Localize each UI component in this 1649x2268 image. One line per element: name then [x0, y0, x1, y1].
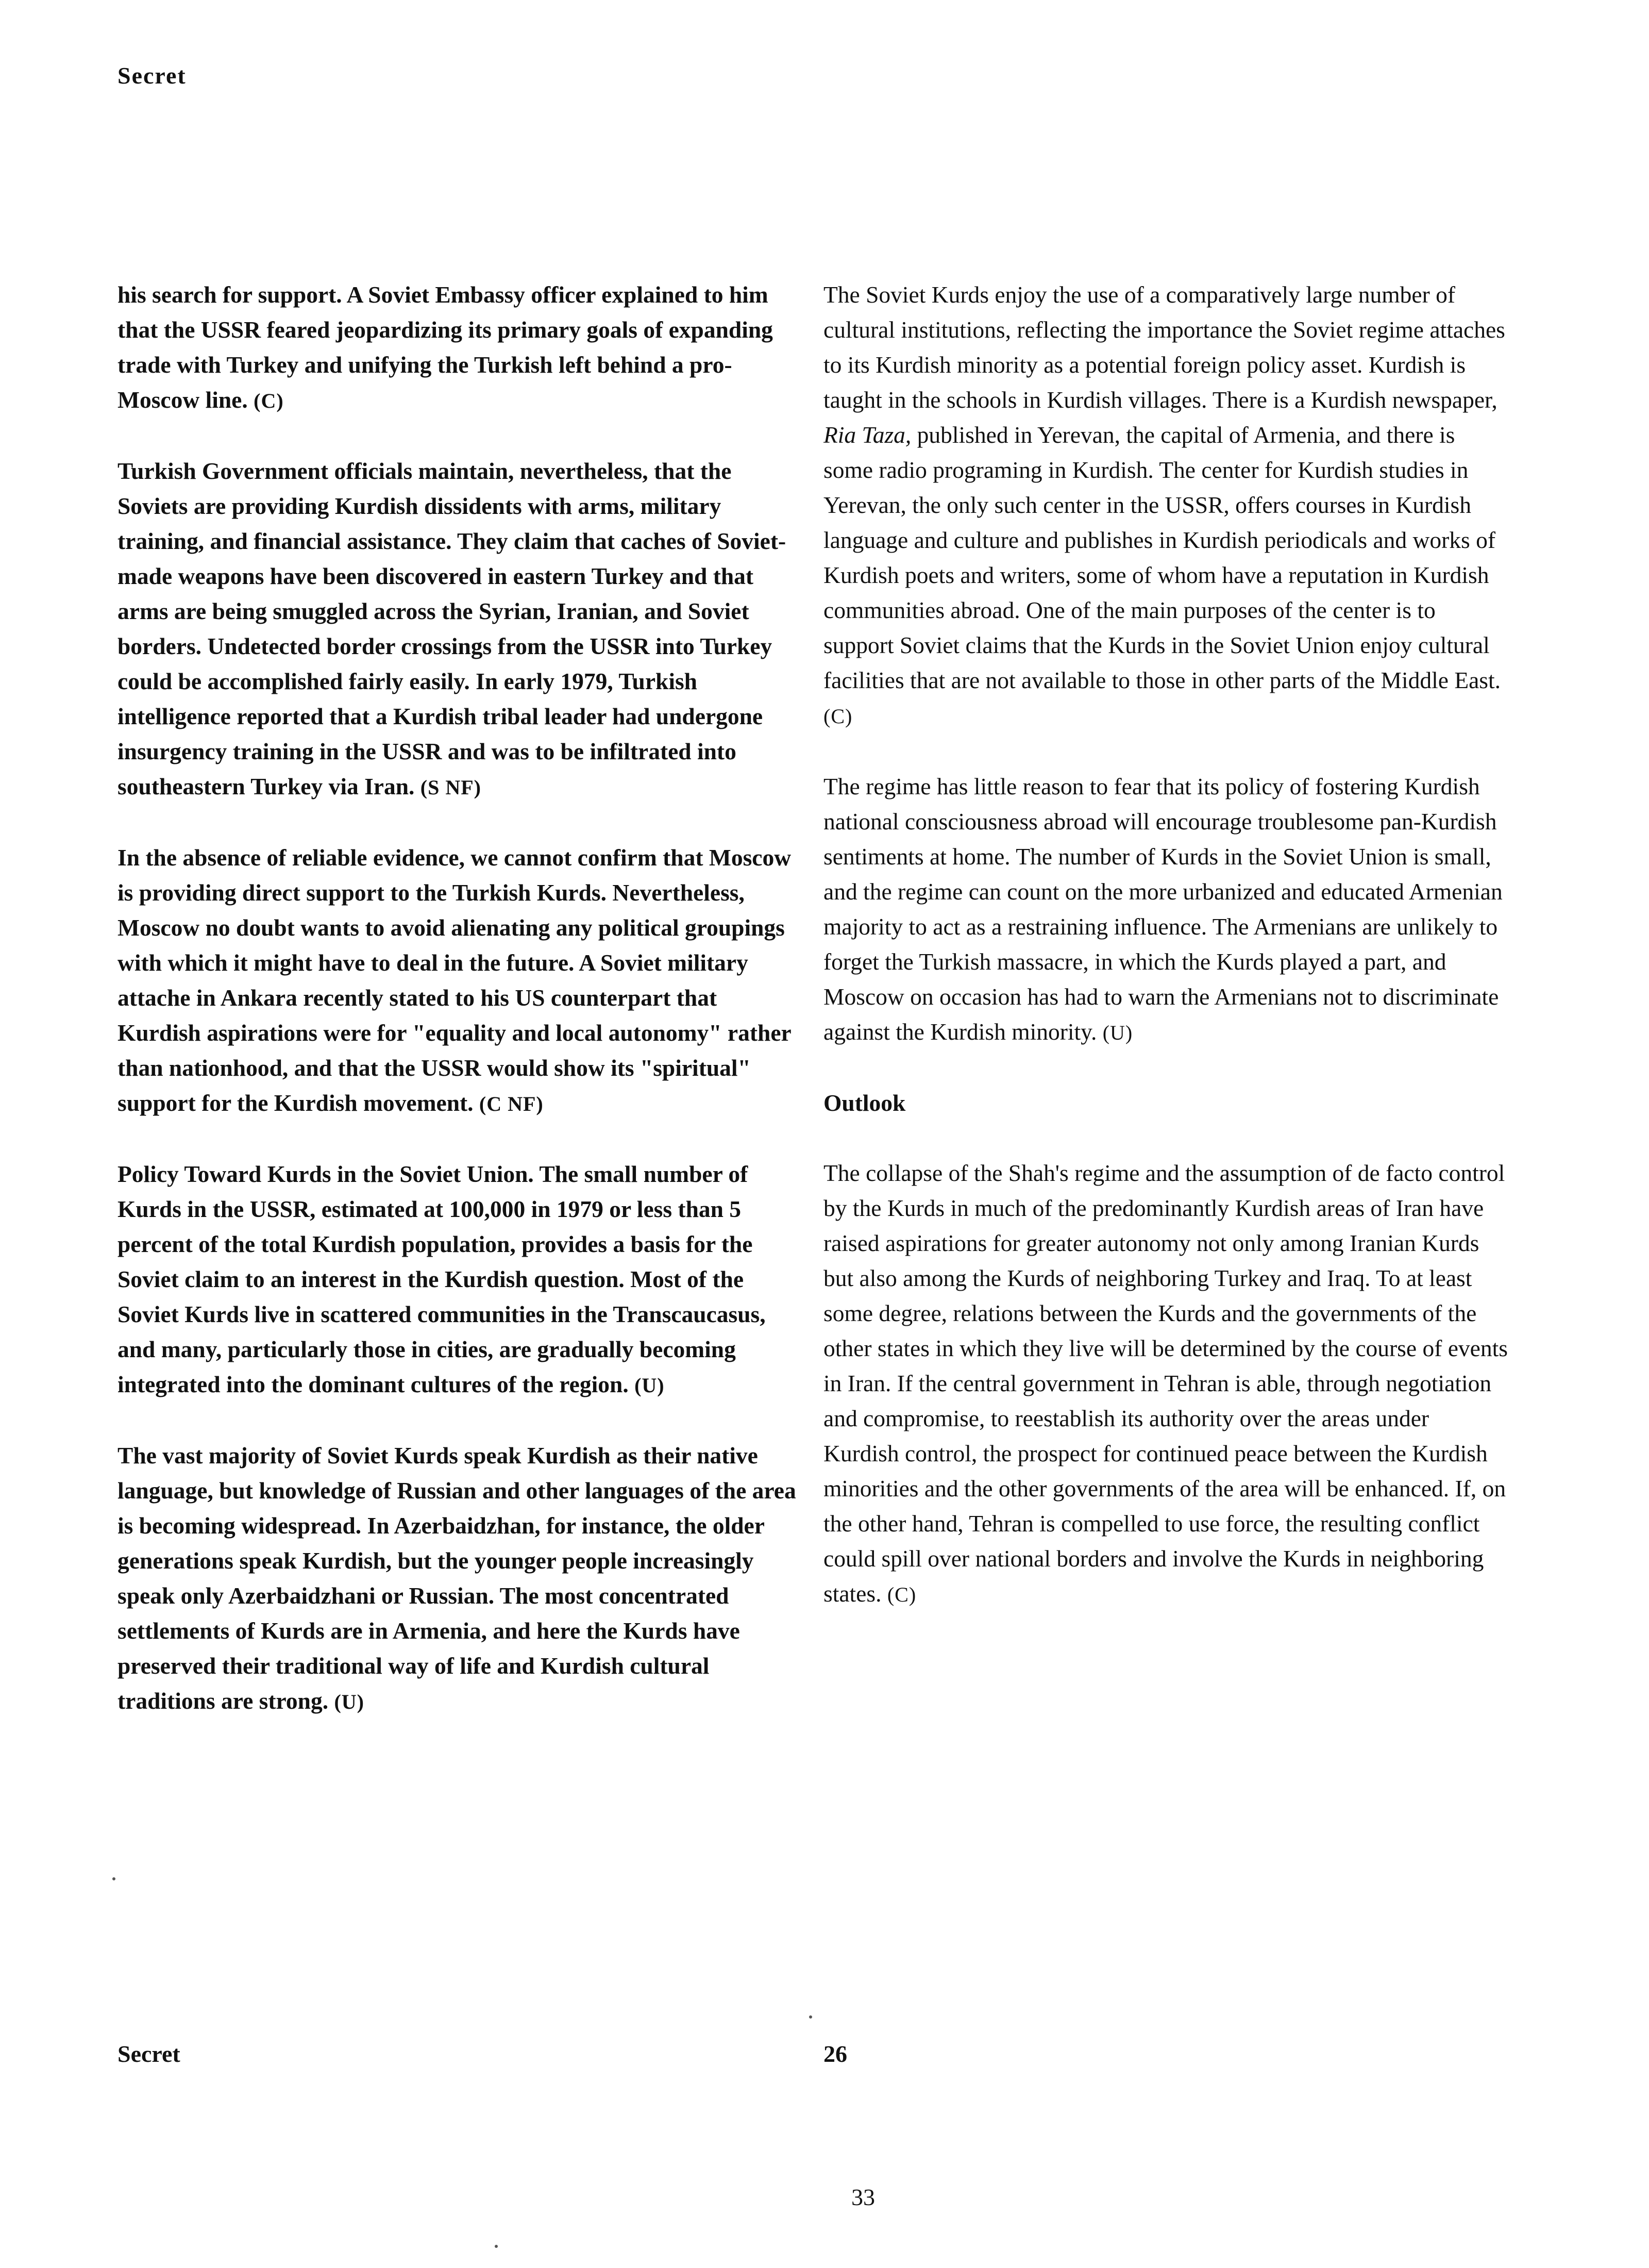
paragraph-text: The regime has little reason to fear that its policy of fostering Kurdish national consciousness abroad will encourage troublesome pan-Kurdish sentiments at home. The number of Kurds in the Soviet Union is small, and the regime can count on the more urbanized and educated Armenian majority to act as a restraining influence. The Armenians are unlikely to forget the Turkish massacre, in which the Kurds played a part, and Moscow on occasion has had to warn the Armenians not to discriminate against the Kurdish minority.: [823, 773, 1503, 1045]
paragraph-reliable-evidence: [117, 840, 803, 1122]
archive-page-number: 33: [851, 2184, 875, 2210]
paragraph-support: [117, 277, 803, 419]
classification-mark: (U): [334, 1690, 364, 1713]
paragraph-cultural-institutions: [823, 277, 1509, 734]
scan-speck: [809, 2015, 812, 2019]
left-column: [117, 277, 803, 1755]
paragraph-text: The vast majority of Soviet Kurds speak Kurdish as their native language, but knowledge of Russian and other languages of the area is becoming widespread. In Azerbaidzhan, for instance, the older generations speak Kurdish, but the younger people increasingly speak only Azerbaidzhani or Russian. The most concentrated settlements of Kurds are in Armenia, and here the Kurds have preserved their traditional way of life and Kurdish cultural traditions are strong.: [117, 1442, 796, 1714]
paragraph-policy-toward-kurds: [117, 1157, 803, 1403]
paragraph-outlook: [823, 1156, 1509, 1612]
header-classification: Secret: [117, 62, 187, 89]
right-column: [823, 277, 1509, 1647]
footer-page-number: 26: [823, 2041, 847, 2067]
paragraph-text: his search for support. A Soviet Embassy officer explained to him that the USSR feared jeopardizing its primary goals of expanding trade with Turkey and unifying the Turkish left behind a pro-Moscow line.: [117, 281, 773, 413]
paragraph-text: The Soviet Kurds enjoy the use of a comparatively large number of cultural institutions, reflecting the importance the Soviet regime attaches to its Kurdish minority as a potential foreign policy asset. Kurdish is taught in the schools in Kurdish villages. There is a Kurdish newspaper,: [823, 281, 1505, 413]
paragraph-text: published in Yerevan, the capital of Armenia, and there is some radio programing in Kurdish. The center for Kurdish studies in Yerevan, the only such center in the USSR, offers courses in Kurdish language and culture and publishes in Kurdish periodicals and works of Kurdish poets and writers, some of whom have a reputation in Kurdish communities abroad. One of the main purposes of the center is to support Soviet claims that the Kurds in the Soviet Union enjoy cultural facilities that are not available to those in other parts of the Middle East.: [823, 422, 1501, 693]
classification-mark: (C NF): [479, 1092, 544, 1115]
classification-mark: (C): [823, 705, 853, 728]
classification-mark: (U): [1102, 1021, 1133, 1044]
paragraph-text: The small number of Kurds in the USSR, estimated at 100,000 in 1979 or less than 5 percent of the total Kurdish population, provides a basis for the Soviet claim to an interest in the Kurdish question. Most of the Soviet Kurds live in scattered communities in the Transcaucasus, and many, particularly those in cities, are gradually becoming integrated into the dominant cultures of the region.: [117, 1161, 766, 1397]
classification-mark: (C): [887, 1583, 917, 1606]
footer-classification: Secret: [117, 2041, 180, 2067]
paragraph-text: Turkish Government officials maintain, nevertheless, that the Soviets are providing Kurdish dissidents with arms, military training, and financial assistance. They claim that caches of Soviet-made weapons have been discovered in eastern Turkey and that arms are being smuggled across the Syrian, Iranian, and Soviet borders. Undetected border crossings from the USSR into Turkey could be accomplished fairly easily. In early 1979, Turkish intelligence reported that a Kurdish tribal leader had undergone insurgency training in the USSR and was to be infiltrated into southeastern Turkey via Iran.: [117, 458, 786, 799]
classification-mark: (S NF): [420, 776, 482, 799]
scan-speck: [495, 2245, 498, 2248]
section-heading-outlook: Outlook: [823, 1090, 906, 1116]
classification-mark: (C): [254, 389, 284, 412]
newspaper-title: Ria Taza,: [823, 422, 912, 448]
classification-mark: (U): [634, 1374, 665, 1397]
paragraph-turkish-officials: [117, 454, 803, 805]
scan-speck: [112, 1877, 115, 1880]
paragraph-text: In the absence of reliable evidence, we cannot confirm that Moscow is providing direct support to the Turkish Kurds. Nevertheless, Moscow no doubt wants to avoid alienating any political groupings with which it might have to deal in the future. A Soviet military attache in Ankara recently stated to his US counterpart that Kurdish aspirations were for "equality and local autonomy" rather than nationhood, and that the USSR would show its "spiritual" support for the Kurdish movement.: [117, 844, 792, 1116]
paragraph-regime-fear: [823, 769, 1509, 1050]
section-run-in-title: Policy Toward Kurds in the Soviet Union.: [117, 1161, 534, 1187]
paragraph-text: The collapse of the Shah's regime and the assumption of de facto control by the Kurds in much of the predominantly Kurdish areas of Iran have raised aspirations for greater autonomy not only among Iranian Kurds but also among the Kurds of neighboring Turkey and Iraq. To at least some degree, relations between the Kurds and the governments of the other states in which they live will be determined by the course of events in Iran. If the central government in Tehran is able, through negotiation and compromise, to reestablish its authority over the areas under Kurdish control, the prospect for continued peace between the Kurdish minorities and the other governments of the area will be enhanced. If, on the other hand, Tehran is compelled to use force, the resulting conflict could spill over national borders and involve the Kurds in neighboring states.: [823, 1160, 1508, 1607]
paragraph-soviet-kurds-language: [117, 1438, 803, 1720]
